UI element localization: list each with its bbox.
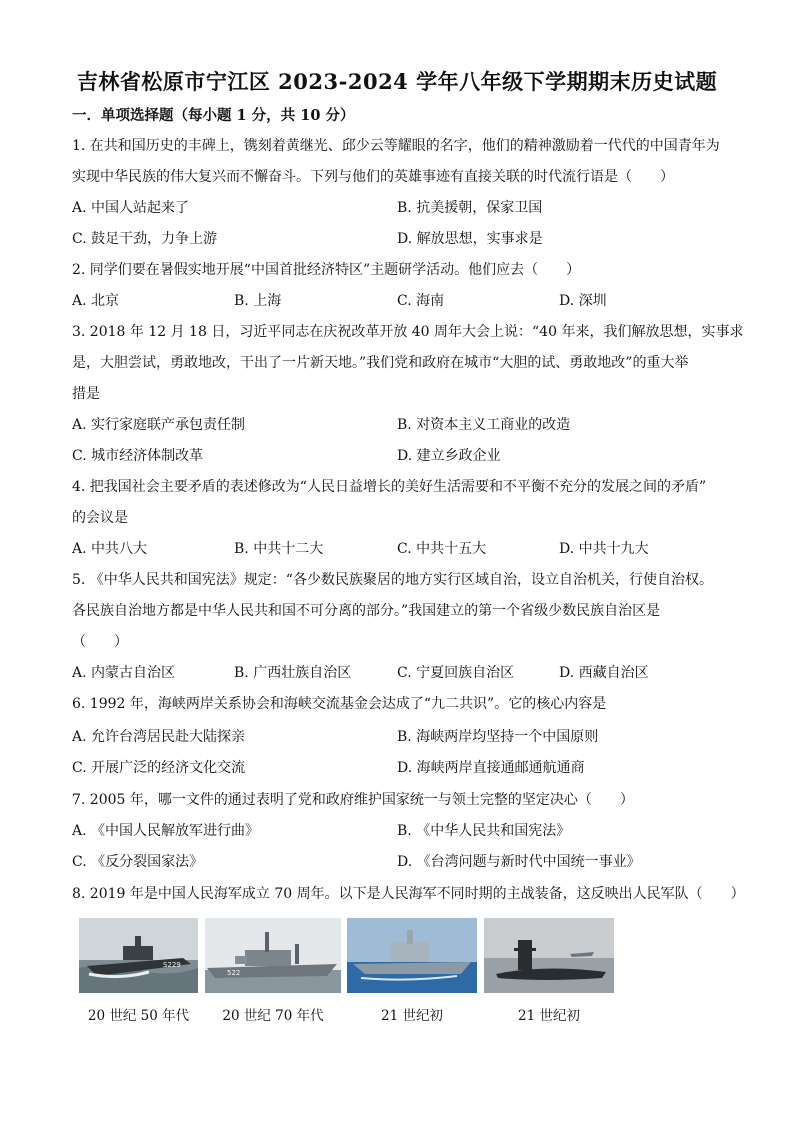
q3-stem-line3: 措是 [72,386,100,402]
hull-number-522: 522 [227,969,241,977]
q2-option-c[interactable]: C. 海南 [397,293,445,309]
q3-stem-line1: 3. 2018 年 12 月 18 日，习近平同志在庆祝改革开放 40 周年大会上说：“40 年来，我们解放思想，实事求 [72,324,744,340]
q7-option-b[interactable]: B. 《中华人民共和国宪法》 [397,823,571,839]
exam-title: 吉林省松原市宁江区 2023-2024 学年八年级下学期期末历史试题 [76,69,718,94]
q1-option-d[interactable]: D. 解放思想，实事求是 [397,231,543,247]
q8-stem-line1: 8. 2019 年是中国人民海军成立 70 周年。以下是人民海军不同时期的主战装备，这反映出人民军队（ ） [72,886,745,902]
q6-option-b[interactable]: B. 海峡两岸均坚持一个中国原则 [397,729,599,745]
q2-option-a[interactable]: A. 北京 [72,293,120,309]
photo-destroyer [205,918,341,993]
q5-option-a[interactable]: A. 内蒙古自治区 [72,665,176,681]
q5-stem-line1: 5. 《中华人民共和国宪法》规定：“各少数民族聚居的地方实行区域自治，设立自治机关，行使自治权。 [72,572,713,588]
hull-number-s229: S229 [163,961,181,969]
q5-option-b[interactable]: B. 广西壮族自治区 [234,665,352,681]
photo-caption-4: 21 世纪初 [518,1008,580,1024]
q6-stem-line1: 6. 1992 年，海峡两岸关系协会和海峡交流基金会达成了“九二共识”。它的核心内容是 [72,696,607,712]
q4-option-d[interactable]: D. 中共十九大 [559,541,649,557]
q4-stem-line1: 4. 把我国社会主要矛盾的表述修改为“人民日益增长的美好生活需要和不平衡不充分的发展之间的矛盾” [72,479,707,495]
photo-torpedo-boat [79,918,198,993]
photo-modern-destroyer [347,918,477,993]
q4-option-a[interactable]: A. 中共八大 [72,541,148,557]
q7-option-c[interactable]: C. 《反分裂国家法》 [72,854,204,870]
q7-option-d[interactable]: D. 《台湾问题与新时代中国统一事业》 [397,854,641,870]
q7-stem-line1: 7. 2005 年，哪一文件的通过表明了党和政府维护国家统一与领土完整的坚定决心（ ） [72,792,634,808]
q3-option-b[interactable]: B. 对资本主义工商业的改造 [397,417,571,433]
section-heading: 一．单项选择题（每小题 1 分，共 10 分） [72,107,355,124]
q3-option-d[interactable]: D. 建立乡政企业 [397,448,501,464]
q2-stem-line1: 2. 同学们要在暑假实地开展“中国首批经济特区”主题研学活动。他们应去（ ） [72,262,581,278]
q6-option-d[interactable]: D. 海峡两岸直接通邮通航通商 [397,760,585,776]
q2-option-d[interactable]: D. 深圳 [559,293,607,309]
q4-stem-line2: 的会议是 [72,510,128,526]
q3-option-a[interactable]: A. 实行家庭联产承包责任制 [72,417,246,433]
q5-stem-line2: 各民族自治地方都是中华人民共和国不可分离的部分。”我国建立的第一个省级少数民族自治区是 [72,603,661,619]
q7-option-a[interactable]: A. 《中国人民解放军进行曲》 [72,823,260,839]
q5-option-d[interactable]: D. 西藏自治区 [559,665,649,681]
photo-caption-1: 20 世纪 50 年代 [87,1008,190,1024]
q4-option-b[interactable]: B. 中共十二大 [234,541,324,557]
q3-stem-line2: 是，大胆尝试，勇敢地改，干出了一片新天地。”我们党和政府在城市“大胆的试、勇敢地改”的重大举 [72,355,689,371]
q5-stem-line3: （ ） [72,634,128,650]
q6-option-a[interactable]: A. 允许台湾居民赴大陆探亲 [72,729,246,745]
q6-option-c[interactable]: C. 开展广泛的经济文化交流 [72,760,246,776]
q1-option-b[interactable]: B. 抗美援朝，保家卫国 [397,200,543,216]
q3-option-c[interactable]: C. 城市经济体制改革 [72,448,204,464]
q5-option-c[interactable]: C. 宁夏回族自治区 [397,665,515,681]
photo-caption-3: 21 世纪初 [381,1008,443,1024]
q1-option-a[interactable]: A. 中国人站起来了 [72,200,190,216]
q4-option-c[interactable]: C. 中共十五大 [397,541,487,557]
photo-submarine [484,918,614,993]
q2-option-b[interactable]: B. 上海 [234,293,282,309]
q1-stem-line2: 实现中华民族的伟大复兴而不懈奋斗。下列与他们的英雄事迹有直接关联的时代流行语是（ ） [72,169,674,185]
photo-caption-2: 20 世纪 70 年代 [222,1008,324,1024]
q1-stem-line1: 1. 在共和国历史的丰碑上，镌刻着黄继光、邱少云等耀眼的名字，他们的精神激励着一代代的中国青年为 [72,138,720,154]
q1-option-c[interactable]: C. 鼓足干劲，力争上游 [72,231,218,247]
